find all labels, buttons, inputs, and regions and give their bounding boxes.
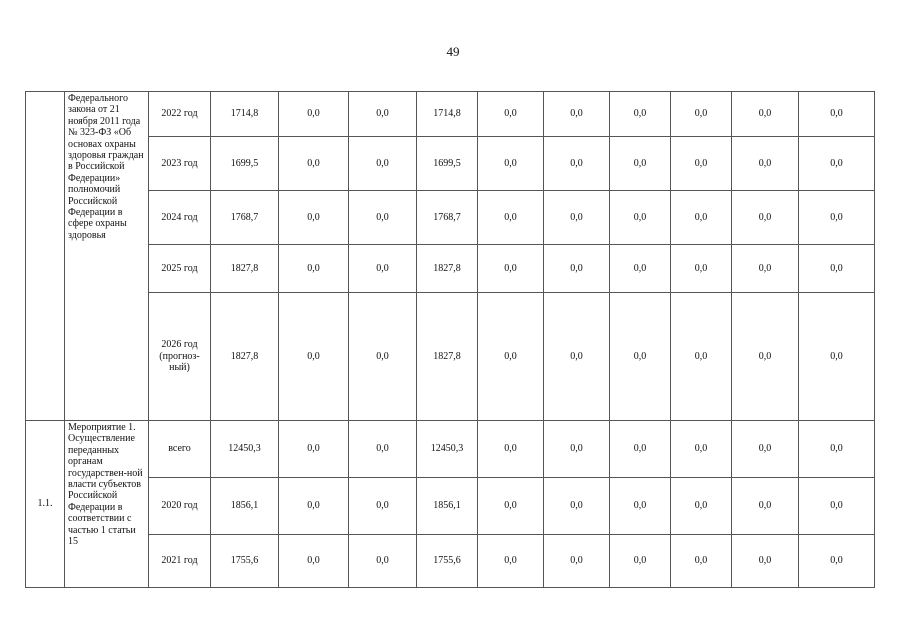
- value-cell: 0,0: [671, 245, 732, 293]
- value-cell: 0,0: [478, 478, 544, 535]
- value-cell: 0,0: [671, 191, 732, 245]
- value-cell: 0,0: [478, 535, 544, 588]
- value-cell: 0,0: [478, 421, 544, 478]
- value-cell: 0,0: [478, 92, 544, 137]
- item-number-cell: 1.1.: [26, 421, 65, 588]
- value-cell: 0,0: [349, 293, 417, 421]
- budget-table: [25, 91, 875, 588]
- value-cell: 0,0: [279, 245, 349, 293]
- value-cell: 0,0: [279, 137, 349, 191]
- period-cell: 2021 год: [149, 535, 211, 588]
- table-row: [26, 137, 875, 191]
- value-cell: 0,0: [544, 478, 610, 535]
- value-cell: 12450,3: [417, 421, 478, 478]
- table-body: [26, 92, 875, 588]
- period-cell: 2020 год: [149, 478, 211, 535]
- table-row: [26, 535, 875, 588]
- page-number: 49: [446, 44, 460, 59]
- value-cell: 0,0: [610, 293, 671, 421]
- value-cell: 0,0: [732, 245, 799, 293]
- period-cell: 2025 год: [149, 245, 211, 293]
- value-cell: 0,0: [349, 137, 417, 191]
- value-cell: 0,0: [732, 137, 799, 191]
- table-row: [26, 245, 875, 293]
- value-cell: 0,0: [610, 191, 671, 245]
- item-number-cell: [26, 92, 65, 421]
- value-cell: 0,0: [732, 293, 799, 421]
- table-row: [26, 92, 875, 137]
- value-cell: 0,0: [544, 535, 610, 588]
- table-row: [26, 191, 875, 245]
- value-cell: 0,0: [610, 245, 671, 293]
- value-cell: 0,0: [732, 92, 799, 137]
- value-cell: 1856,1: [417, 478, 478, 535]
- value-cell: 0,0: [279, 478, 349, 535]
- value-cell: 0,0: [544, 137, 610, 191]
- value-cell: 0,0: [349, 245, 417, 293]
- value-cell: 0,0: [279, 421, 349, 478]
- period-cell: 2024 год: [149, 191, 211, 245]
- value-cell: 0,0: [671, 293, 732, 421]
- value-cell: 0,0: [349, 421, 417, 478]
- value-cell: 0,0: [544, 293, 610, 421]
- value-cell: 0,0: [732, 535, 799, 588]
- value-cell: 0,0: [671, 92, 732, 137]
- item-description-cell: Федерального закона от 21 ноября 2011 года № 323-ФЗ «Об основах охраны здоровья граждан в Российской Федерации» полномочий Российской Федерации в сфере охраны здоровья: [65, 92, 149, 421]
- period-cell: 2022 год: [149, 92, 211, 137]
- table-row: [26, 421, 875, 478]
- value-cell: 1755,6: [211, 535, 279, 588]
- value-cell: 0,0: [610, 421, 671, 478]
- value-cell: 1768,7: [211, 191, 279, 245]
- value-cell: 1699,5: [417, 137, 478, 191]
- value-cell: 0,0: [732, 421, 799, 478]
- value-cell: 0,0: [544, 191, 610, 245]
- value-cell: 1714,8: [417, 92, 478, 137]
- value-cell: 1699,5: [211, 137, 279, 191]
- value-cell: 0,0: [544, 92, 610, 137]
- value-cell: 1827,8: [417, 293, 478, 421]
- value-cell: 0,0: [671, 478, 732, 535]
- period-cell: 2026 год (прогноз-ный): [149, 293, 211, 421]
- value-cell: 12450,3: [211, 421, 279, 478]
- value-cell: 0,0: [544, 245, 610, 293]
- table-row: [26, 293, 875, 421]
- value-cell: 0,0: [732, 478, 799, 535]
- value-cell: 0,0: [610, 137, 671, 191]
- table-row: [26, 478, 875, 535]
- value-cell: 0,0: [279, 191, 349, 245]
- period-cell: 2023 год: [149, 137, 211, 191]
- value-cell: 0,0: [799, 92, 875, 137]
- value-cell: 0,0: [279, 92, 349, 137]
- value-cell: 0,0: [610, 92, 671, 137]
- value-cell: 0,0: [799, 293, 875, 421]
- value-cell: 0,0: [349, 478, 417, 535]
- value-cell: 0,0: [279, 535, 349, 588]
- value-cell: 1856,1: [211, 478, 279, 535]
- value-cell: 0,0: [799, 137, 875, 191]
- value-cell: 0,0: [349, 535, 417, 588]
- value-cell: 0,0: [799, 535, 875, 588]
- value-cell: 0,0: [671, 137, 732, 191]
- value-cell: 0,0: [478, 137, 544, 191]
- value-cell: 0,0: [478, 293, 544, 421]
- value-cell: 0,0: [349, 191, 417, 245]
- value-cell: 0,0: [799, 245, 875, 293]
- item-description-cell: Мероприятие 1. Осуществление переданных органам государствен-ной власти субъектов Российской Федерации в соответствии с частью 1 статьи 15: [65, 421, 149, 588]
- value-cell: 0,0: [799, 421, 875, 478]
- value-cell: 0,0: [478, 191, 544, 245]
- value-cell: 0,0: [671, 421, 732, 478]
- value-cell: 1827,8: [211, 293, 279, 421]
- value-cell: 0,0: [544, 421, 610, 478]
- value-cell: 1714,8: [211, 92, 279, 137]
- value-cell: 0,0: [732, 191, 799, 245]
- value-cell: 0,0: [279, 293, 349, 421]
- value-cell: 1768,7: [417, 191, 478, 245]
- value-cell: 0,0: [671, 535, 732, 588]
- value-cell: 1755,6: [417, 535, 478, 588]
- value-cell: 0,0: [349, 92, 417, 137]
- value-cell: 1827,8: [417, 245, 478, 293]
- value-cell: 0,0: [799, 478, 875, 535]
- value-cell: 0,0: [610, 535, 671, 588]
- value-cell: 0,0: [478, 245, 544, 293]
- period-cell: всего: [149, 421, 211, 478]
- value-cell: 0,0: [799, 191, 875, 245]
- value-cell: 1827,8: [211, 245, 279, 293]
- value-cell: 0,0: [610, 478, 671, 535]
